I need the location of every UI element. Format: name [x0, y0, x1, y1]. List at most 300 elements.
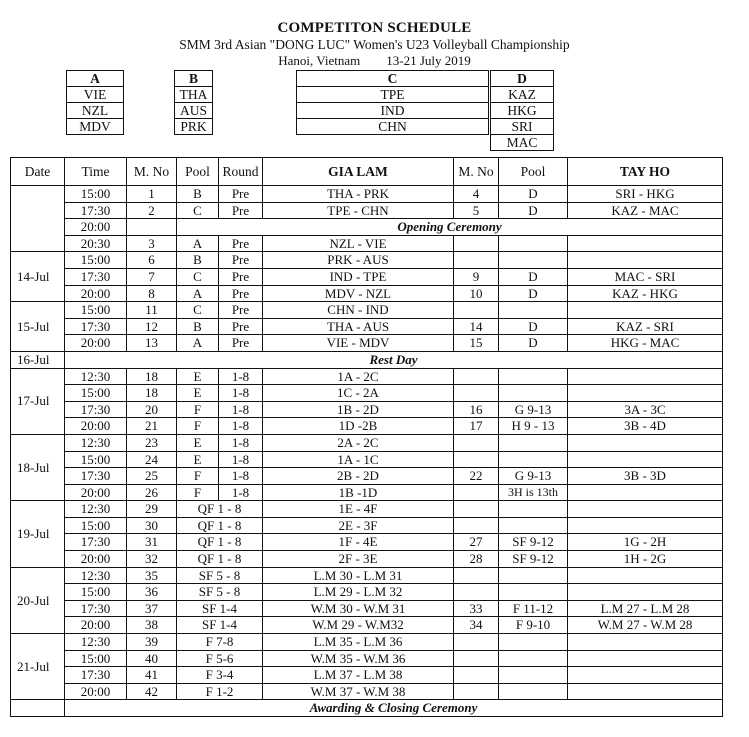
time-cell: 17:30: [65, 667, 127, 684]
time-cell: 15:00: [65, 650, 127, 667]
round-cell: 1-8: [219, 484, 263, 501]
match-no-cell: 42: [127, 683, 177, 700]
table-row: [11, 268, 723, 285]
table-row: [11, 517, 723, 534]
time-cell: 17:30: [65, 468, 127, 485]
pool-team: IND: [297, 103, 489, 119]
col-header-time: Time: [65, 158, 127, 186]
date-cell: 16-Jul: [11, 351, 65, 368]
match-no-2-cell: [454, 667, 499, 684]
gia-lam-match-cell: L.M 29 - L.M 32: [263, 584, 454, 601]
match-no-2-cell: 14: [454, 318, 499, 335]
table-row: [11, 219, 723, 236]
match-no-cell: 6: [127, 252, 177, 269]
time-cell: 17:30: [65, 318, 127, 335]
time-cell: 20:00: [65, 617, 127, 634]
pool-cell: F: [177, 468, 219, 485]
pool-round-cell: QF 1 - 8: [177, 501, 263, 518]
pool-round-cell: QF 1 - 8: [177, 517, 263, 534]
closing-ceremony-label: Awarding & Closing Ceremony: [65, 700, 723, 717]
round-cell: Pre: [219, 202, 263, 219]
pool-2-cell: [499, 567, 568, 584]
event-dates: 13-21 July 2019: [386, 53, 471, 68]
match-no-cell: 31: [127, 534, 177, 551]
tay-ho-match-cell: [568, 650, 723, 667]
venue-and-dates: [0, 53, 749, 69]
pool-cell: E: [177, 385, 219, 402]
pool-round-cell: SF 1-4: [177, 600, 263, 617]
pool-2-cell: D: [499, 202, 568, 219]
gia-lam-match-cell: THA - PRK: [263, 186, 454, 203]
header-row: [11, 158, 723, 186]
round-cell: Pre: [219, 268, 263, 285]
pool-cell: A: [177, 335, 219, 352]
gia-lam-match-cell: 1C - 2A: [263, 385, 454, 402]
tay-ho-match-cell: [568, 683, 723, 700]
match-no-2-cell: 22: [454, 468, 499, 485]
time-cell: 20:30: [65, 235, 127, 252]
table-row: [11, 551, 723, 568]
match-no-2-cell: [454, 235, 499, 252]
gia-lam-match-cell: CHN - IND: [263, 302, 454, 319]
round-cell: 1-8: [219, 451, 263, 468]
pool-team: THA: [175, 87, 213, 103]
gia-lam-match-cell: 1A - 1C: [263, 451, 454, 468]
tay-ho-match-cell: [568, 252, 723, 269]
match-no-cell: 18: [127, 385, 177, 402]
match-no-2-cell: [454, 451, 499, 468]
match-no-2-cell: 4: [454, 186, 499, 203]
match-no-cell: 2: [127, 202, 177, 219]
tay-ho-match-cell: KAZ - SRI: [568, 318, 723, 335]
tay-ho-match-cell: SRI - HKG: [568, 186, 723, 203]
match-no-cell: 29: [127, 501, 177, 518]
match-no-cell: 41: [127, 667, 177, 684]
match-no-2-cell: 17: [454, 418, 499, 435]
pool-round-cell: F 5-6: [177, 650, 263, 667]
match-no-cell: 30: [127, 517, 177, 534]
empty-cell: [11, 700, 65, 717]
gia-lam-match-cell: THA - AUS: [263, 318, 454, 335]
gia-lam-match-cell: 1E - 4F: [263, 501, 454, 518]
table-row: [11, 617, 723, 634]
pool-cell: A: [177, 285, 219, 302]
pool-cell: B: [177, 318, 219, 335]
match-no-2-cell: [454, 501, 499, 518]
schedule-table: [10, 157, 723, 717]
match-no-cell: 1: [127, 186, 177, 203]
pool-round-cell: SF 5 - 8: [177, 567, 263, 584]
time-cell: 15:00: [65, 186, 127, 203]
tay-ho-match-cell: [568, 385, 723, 402]
time-cell: 15:00: [65, 451, 127, 468]
time-cell: 12:30: [65, 434, 127, 451]
date-cell: 19-Jul: [11, 501, 65, 567]
time-cell: 20:00: [65, 285, 127, 302]
rest-day-label: Rest Day: [65, 351, 723, 368]
pool-2-cell: [499, 302, 568, 319]
pool-round-cell: SF 5 - 8: [177, 584, 263, 601]
gia-lam-match-cell: 2F - 3E: [263, 551, 454, 568]
tay-ho-match-cell: [568, 584, 723, 601]
time-cell: 20:00: [65, 683, 127, 700]
table-row: [11, 302, 723, 319]
match-no-2-cell: 33: [454, 600, 499, 617]
col-header-match-no-2: M. No: [454, 158, 499, 186]
pool-round-cell: F 3-4: [177, 667, 263, 684]
pool-team: NZL: [67, 103, 124, 119]
pool-cell: C: [177, 302, 219, 319]
pool-team: TPE: [297, 87, 489, 103]
pool-cell: A: [177, 235, 219, 252]
pool-2-cell: [499, 235, 568, 252]
pool-team: PRK: [175, 119, 213, 135]
time-cell: 20:00: [65, 418, 127, 435]
time-cell: 15:00: [65, 252, 127, 269]
pool-2-cell: D: [499, 318, 568, 335]
tay-ho-match-cell: W.M 27 - W.M 28: [568, 617, 723, 634]
table-row: [11, 368, 723, 385]
pool-round-cell: QF 1 - 8: [177, 534, 263, 551]
tay-ho-match-cell: [568, 235, 723, 252]
col-header-match-no: M. No: [127, 158, 177, 186]
pool-2-cell: G 9-13: [499, 401, 568, 418]
gia-lam-match-cell: W.M 35 - W.M 36: [263, 650, 454, 667]
pool-cell: F: [177, 401, 219, 418]
championship-subtitle: SMM 3rd Asian "DONG LUC" Women's U23 Volleyball Championship: [179, 37, 570, 52]
match-no-2-cell: 27: [454, 534, 499, 551]
date-cell: 15-Jul: [11, 302, 65, 352]
gia-lam-match-cell: L.M 37 - L.M 38: [263, 667, 454, 684]
pool-d-name: D: [491, 71, 554, 87]
round-cell: Pre: [219, 302, 263, 319]
time-cell: 20:00: [65, 551, 127, 568]
col-header-round: Round: [219, 158, 263, 186]
gia-lam-match-cell: 1D -2B: [263, 418, 454, 435]
pool-2-cell: 3H is 13th: [499, 484, 568, 501]
tay-ho-match-cell: [568, 484, 723, 501]
pool-2-cell: SF 9-12: [499, 551, 568, 568]
match-no-2-cell: [454, 385, 499, 402]
time-cell: 17:30: [65, 268, 127, 285]
col-header-pool-2: Pool: [499, 158, 568, 186]
match-no-2-cell: 16: [454, 401, 499, 418]
table-row: [11, 667, 723, 684]
pool-2-cell: [499, 634, 568, 651]
match-no-cell: 36: [127, 584, 177, 601]
date-cell: 17-Jul: [11, 368, 65, 434]
pool-cell: B: [177, 186, 219, 203]
page-title: COMPETITON SCHEDULE: [277, 20, 472, 36]
tay-ho-match-cell: HKG - MAC: [568, 335, 723, 352]
pool-team: VIE: [67, 87, 124, 103]
gia-lam-match-cell: 2B - 2D: [263, 468, 454, 485]
gia-lam-match-cell: 2E - 3F: [263, 517, 454, 534]
round-cell: Pre: [219, 285, 263, 302]
match-no-2-cell: 34: [454, 617, 499, 634]
match-no-cell: 35: [127, 567, 177, 584]
pool-team: HKG: [491, 103, 554, 119]
pool-cell: E: [177, 434, 219, 451]
match-no-2-cell: 28: [454, 551, 499, 568]
time-cell: 12:30: [65, 567, 127, 584]
pool-2-cell: F 9-10: [499, 617, 568, 634]
time-cell: 20:00: [65, 335, 127, 352]
gia-lam-match-cell: W.M 30 - W.M 31: [263, 600, 454, 617]
tay-ho-match-cell: [568, 451, 723, 468]
date-cell: 20-Jul: [11, 567, 65, 633]
empty-cell: [127, 219, 177, 236]
table-row: [11, 285, 723, 302]
pool-2-cell: D: [499, 335, 568, 352]
match-no-2-cell: [454, 302, 499, 319]
tay-ho-match-cell: 1G - 2H: [568, 534, 723, 551]
pool-b-name: B: [175, 71, 213, 87]
pool-b-table: [174, 70, 213, 135]
time-cell: 15:00: [65, 584, 127, 601]
pool-2-cell: [499, 252, 568, 269]
table-row: [11, 584, 723, 601]
round-cell: Pre: [219, 235, 263, 252]
tay-ho-match-cell: [568, 567, 723, 584]
pool-2-cell: D: [499, 186, 568, 203]
round-cell: Pre: [219, 335, 263, 352]
match-no-cell: 25: [127, 468, 177, 485]
pool-team: CHN: [297, 119, 489, 135]
gia-lam-match-cell: TPE - CHN: [263, 202, 454, 219]
pool-2-cell: [499, 683, 568, 700]
pool-cell: E: [177, 451, 219, 468]
pool-2-cell: [499, 667, 568, 684]
pool-team: MAC: [491, 135, 554, 151]
pool-2-cell: D: [499, 268, 568, 285]
pool-cell: C: [177, 202, 219, 219]
pool-2-cell: [499, 451, 568, 468]
table-row: [11, 501, 723, 518]
match-no-cell: 21: [127, 418, 177, 435]
match-no-cell: 32: [127, 551, 177, 568]
table-row: [11, 335, 723, 352]
pool-round-cell: SF 1-4: [177, 617, 263, 634]
tay-ho-match-cell: [568, 302, 723, 319]
tay-ho-match-cell: [568, 434, 723, 451]
table-row: [11, 600, 723, 617]
date-cell: 18-Jul: [11, 434, 65, 500]
time-cell: 15:00: [65, 517, 127, 534]
match-no-2-cell: [454, 683, 499, 700]
time-cell: 12:30: [65, 501, 127, 518]
tay-ho-match-cell: 3A - 3C: [568, 401, 723, 418]
table-row: [11, 252, 723, 269]
pool-2-cell: [499, 385, 568, 402]
pool-2-cell: [499, 650, 568, 667]
match-no-cell: 38: [127, 617, 177, 634]
gia-lam-match-cell: PRK - AUS: [263, 252, 454, 269]
pool-team: SRI: [491, 119, 554, 135]
pool-cell: C: [177, 268, 219, 285]
schedule-body: [11, 186, 723, 717]
gia-lam-match-cell: 1B - 2D: [263, 401, 454, 418]
gia-lam-match-cell: L.M 30 - L.M 31: [263, 567, 454, 584]
tay-ho-match-cell: KAZ - MAC: [568, 202, 723, 219]
round-cell: Pre: [219, 318, 263, 335]
pool-a-name: A: [67, 71, 124, 87]
table-row: [11, 451, 723, 468]
gia-lam-match-cell: L.M 35 - L.M 36: [263, 634, 454, 651]
round-cell: 1-8: [219, 418, 263, 435]
pool-2-cell: H 9 - 13: [499, 418, 568, 435]
match-no-2-cell: 15: [454, 335, 499, 352]
match-no-cell: 23: [127, 434, 177, 451]
pool-round-cell: F 1-2: [177, 683, 263, 700]
match-no-cell: 24: [127, 451, 177, 468]
pool-team: MDV: [67, 119, 124, 135]
tay-ho-match-cell: 1H - 2G: [568, 551, 723, 568]
gia-lam-match-cell: 1A - 2C: [263, 368, 454, 385]
table-row: [11, 235, 723, 252]
pool-c-name: C: [297, 71, 489, 87]
gia-lam-match-cell: W.M 29 - W.M32: [263, 617, 454, 634]
match-no-2-cell: 10: [454, 285, 499, 302]
table-row: [11, 186, 723, 203]
pool-team: AUS: [175, 103, 213, 119]
round-cell: 1-8: [219, 468, 263, 485]
match-no-cell: 26: [127, 484, 177, 501]
match-no-2-cell: [454, 517, 499, 534]
rest-day-row: [11, 351, 723, 368]
table-row: [11, 650, 723, 667]
match-no-cell: 39: [127, 634, 177, 651]
gia-lam-match-cell: 1F - 4E: [263, 534, 454, 551]
match-no-2-cell: [454, 567, 499, 584]
table-row: [11, 385, 723, 402]
round-cell: 1-8: [219, 401, 263, 418]
pool-2-cell: [499, 434, 568, 451]
round-cell: Pre: [219, 252, 263, 269]
pool-c-table: [296, 70, 489, 135]
match-no-cell: 20: [127, 401, 177, 418]
match-no-2-cell: 9: [454, 268, 499, 285]
round-cell: 1-8: [219, 385, 263, 402]
table-row: [11, 401, 723, 418]
pool-d-table: [490, 70, 554, 151]
match-no-cell: 40: [127, 650, 177, 667]
time-cell: 17:30: [65, 202, 127, 219]
gia-lam-match-cell: 1B -1D: [263, 484, 454, 501]
pool-2-cell: F 11-12: [499, 600, 568, 617]
match-no-cell: 37: [127, 600, 177, 617]
date-cell: [11, 186, 65, 252]
date-cell: 14-Jul: [11, 252, 65, 302]
tay-ho-match-cell: [568, 501, 723, 518]
pool-a-table: [66, 70, 124, 135]
pool-2-cell: [499, 584, 568, 601]
pool-team: KAZ: [491, 87, 554, 103]
pool-round-cell: F 7-8: [177, 634, 263, 651]
table-row: [11, 634, 723, 651]
match-no-cell: 18: [127, 368, 177, 385]
tay-ho-match-cell: MAC - SRI: [568, 268, 723, 285]
time-cell: 15:00: [65, 302, 127, 319]
table-row: [11, 534, 723, 551]
tay-ho-match-cell: [568, 368, 723, 385]
table-row: [11, 683, 723, 700]
pool-2-cell: [499, 368, 568, 385]
match-no-cell: 3: [127, 235, 177, 252]
col-header-date: Date: [11, 158, 65, 186]
time-cell: 20:00: [65, 219, 127, 236]
pool-cell: F: [177, 418, 219, 435]
ceremony-label: Opening Ceremony: [177, 219, 723, 236]
pool-round-cell: QF 1 - 8: [177, 551, 263, 568]
round-cell: 1-8: [219, 368, 263, 385]
tay-ho-match-cell: KAZ - HKG: [568, 285, 723, 302]
closing-row: [11, 700, 723, 717]
match-no-2-cell: [454, 584, 499, 601]
match-no-cell: 13: [127, 335, 177, 352]
table-row: [11, 468, 723, 485]
gia-lam-match-cell: IND - TPE: [263, 268, 454, 285]
match-no-2-cell: [454, 634, 499, 651]
col-header-pool: Pool: [177, 158, 219, 186]
pool-2-cell: D: [499, 285, 568, 302]
table-row: [11, 484, 723, 501]
match-no-2-cell: 5: [454, 202, 499, 219]
round-cell: 1-8: [219, 434, 263, 451]
pool-cell: F: [177, 484, 219, 501]
table-row: [11, 418, 723, 435]
match-no-2-cell: [454, 368, 499, 385]
match-no-cell: 8: [127, 285, 177, 302]
time-cell: 17:30: [65, 401, 127, 418]
tay-ho-match-cell: L.M 27 - L.M 28: [568, 600, 723, 617]
time-cell: 17:30: [65, 600, 127, 617]
tay-ho-match-cell: 3B - 4D: [568, 418, 723, 435]
time-cell: 17:30: [65, 534, 127, 551]
match-no-2-cell: [454, 434, 499, 451]
date-cell: 21-Jul: [11, 634, 65, 700]
table-row: [11, 202, 723, 219]
gia-lam-match-cell: NZL - VIE: [263, 235, 454, 252]
pool-2-cell: G 9-13: [499, 468, 568, 485]
gia-lam-match-cell: VIE - MDV: [263, 335, 454, 352]
round-cell: Pre: [219, 186, 263, 203]
pool-cell: E: [177, 368, 219, 385]
table-row: [11, 318, 723, 335]
venue-place: Hanoi, Vietnam: [278, 53, 361, 68]
pool-2-cell: [499, 517, 568, 534]
pool-2-cell: [499, 501, 568, 518]
match-no-2-cell: [454, 484, 499, 501]
table-row: [11, 434, 723, 451]
tay-ho-match-cell: [568, 517, 723, 534]
gia-lam-match-cell: 2A - 2C: [263, 434, 454, 451]
match-no-cell: 11: [127, 302, 177, 319]
time-cell: 12:30: [65, 634, 127, 651]
match-no-cell: 12: [127, 318, 177, 335]
pool-cell: B: [177, 252, 219, 269]
tay-ho-match-cell: [568, 634, 723, 651]
match-no-cell: 7: [127, 268, 177, 285]
col-header-gia-lam: GIA LAM: [263, 158, 454, 186]
pool-2-cell: SF 9-12: [499, 534, 568, 551]
gia-lam-match-cell: MDV - NZL: [263, 285, 454, 302]
gia-lam-match-cell: W.M 37 - W.M 38: [263, 683, 454, 700]
time-cell: 20:00: [65, 484, 127, 501]
match-no-2-cell: [454, 650, 499, 667]
match-no-2-cell: [454, 252, 499, 269]
table-row: [11, 567, 723, 584]
